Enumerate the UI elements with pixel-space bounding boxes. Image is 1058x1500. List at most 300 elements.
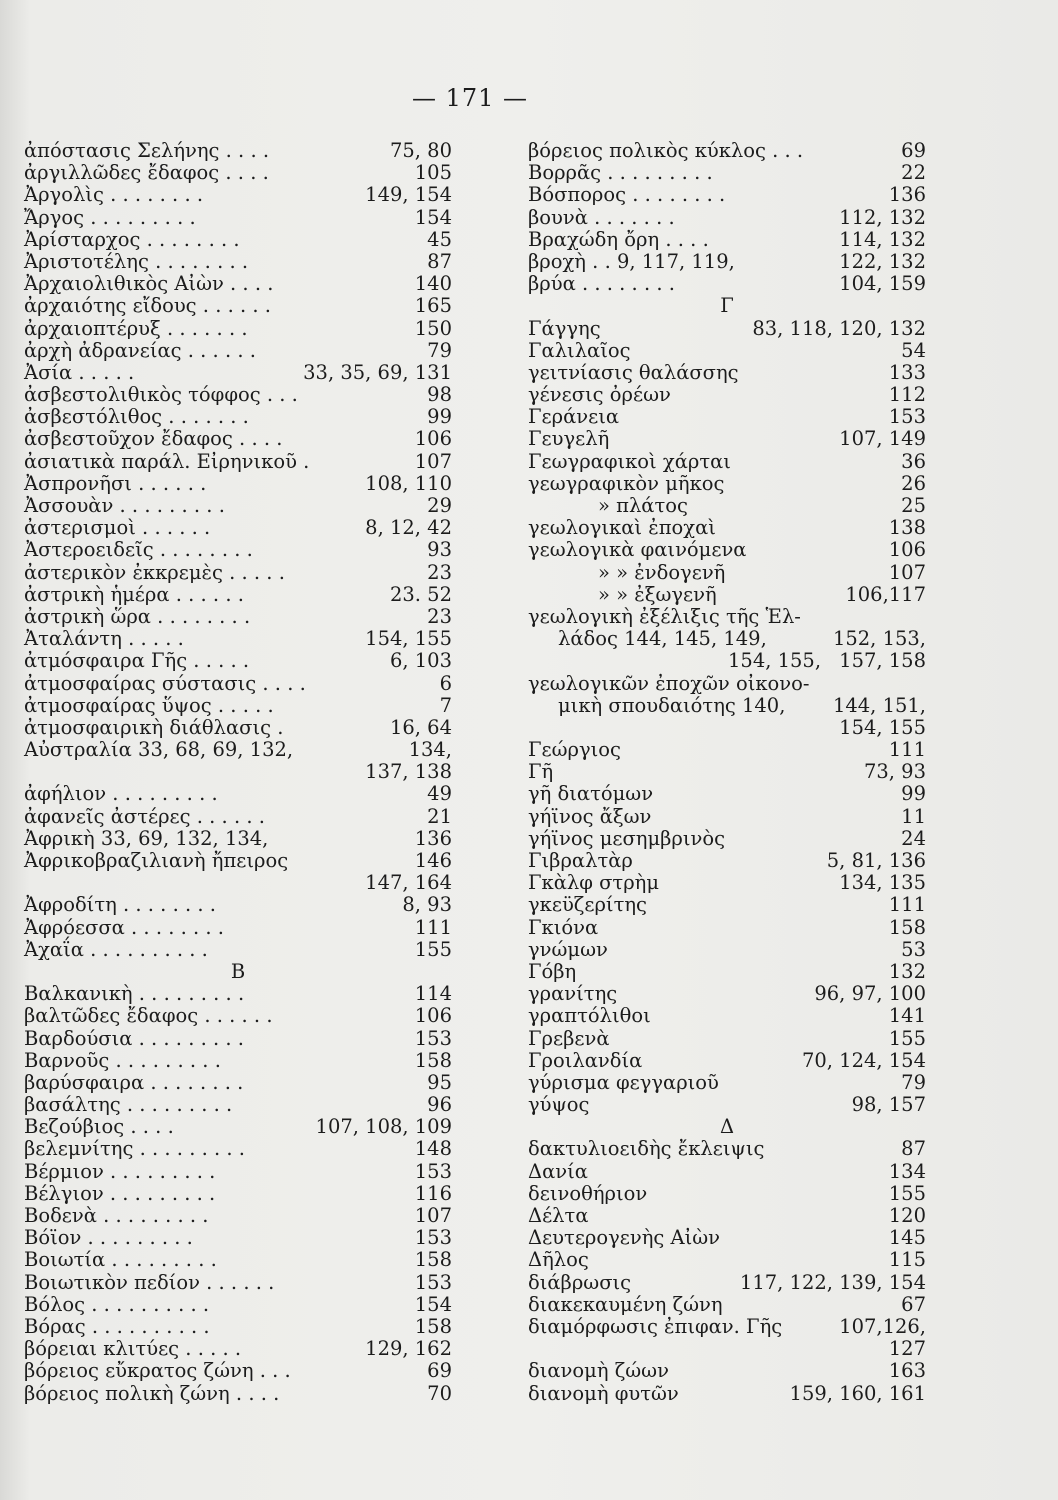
index-term: μικὴ σπουδαιότης 140,	[558, 693, 786, 717]
index-term: ἀστερικὸν ἐκκρεμὲς . . . . .	[24, 560, 285, 584]
index-entry	[528, 1005, 926, 1027]
index-term: » » ἐξωγενῆ	[598, 582, 717, 606]
index-entry	[528, 318, 926, 340]
index-term: Ἀφρικοβραζιλιανὴ ἤπειρος	[24, 849, 289, 872]
index-entry	[24, 894, 452, 916]
index-term: Βοιωτικὸν πεδίον . . . . . .	[24, 1270, 275, 1294]
index-entry	[528, 739, 926, 761]
index-page-refs: 141	[888, 1004, 926, 1028]
index-term: ἀργιλλῶδες ἔδαφος . . . .	[24, 161, 269, 185]
index-entry	[528, 1383, 926, 1405]
index-page-refs: 159, 160, 161	[789, 1381, 926, 1405]
index-page-refs: 67	[901, 1292, 926, 1316]
index-page-refs: 158	[888, 915, 926, 939]
index-page-refs: 23	[427, 560, 452, 584]
index-term: Γάγγης	[528, 316, 601, 340]
index-page-refs: 8, 93	[402, 893, 452, 917]
index-entry	[24, 162, 452, 184]
index-page-refs: 95	[427, 1070, 452, 1094]
index-page-refs: 53	[901, 937, 926, 961]
index-page-refs: 107	[414, 1204, 452, 1227]
index-entry	[528, 1338, 926, 1360]
index-entry	[24, 1050, 452, 1072]
index-entry	[528, 1360, 926, 1382]
index-entry	[528, 562, 926, 584]
index-term: Βόρας . . . . . . . . . .	[24, 1314, 210, 1338]
index-page-refs: 155	[888, 1026, 926, 1050]
index-term: γνώμων	[528, 937, 608, 961]
index-page-refs: 23. 52	[389, 582, 452, 606]
index-entry	[24, 1338, 452, 1360]
index-page-refs: 111	[888, 893, 926, 917]
index-term: βουνὰ . . . . . . .	[528, 205, 675, 229]
index-entry	[24, 1161, 452, 1183]
index-entry	[24, 1116, 452, 1138]
index-page-refs: 99	[901, 782, 926, 806]
index-entry	[24, 739, 452, 761]
letter-heading-text: Γ	[720, 294, 734, 318]
index-entry	[528, 1183, 926, 1205]
index-entry	[24, 207, 452, 229]
index-term: Βραχώδη ὄρη . . . .	[528, 227, 709, 251]
index-page-refs: 114, 132	[839, 227, 926, 251]
index-page-refs: 107	[888, 560, 926, 584]
index-page-refs: 153	[414, 1026, 452, 1050]
index-page-refs: 96, 97, 100	[814, 982, 926, 1006]
index-term: διανομὴ ζώων	[528, 1359, 669, 1383]
index-page-refs: 24	[901, 826, 926, 850]
index-term: ἀστρικὴ ὥρα . . . . . . . .	[24, 604, 251, 628]
index-entry	[24, 1272, 452, 1294]
index-page-refs: 45	[427, 227, 452, 251]
index-term: βαλτῶδες ἔδαφος . . . . . .	[24, 1004, 273, 1028]
index-term: Βοιωτία . . . . . . . . .	[24, 1248, 217, 1272]
index-entry	[24, 872, 452, 894]
index-page-refs: 117, 122, 139, 154	[739, 1270, 926, 1294]
index-page-refs: 108, 110	[365, 471, 452, 495]
index-entry	[24, 1028, 452, 1050]
index-page-refs: 107	[414, 449, 452, 473]
index-term: διανομὴ φυτῶν	[528, 1381, 679, 1405]
index-term: βελεμνίτης . . . . . . . . .	[24, 1137, 245, 1161]
index-term: Γροιλανδία	[528, 1048, 643, 1072]
index-term: γρανίτης	[528, 982, 618, 1006]
index-entry	[24, 251, 452, 273]
index-term: Βαρνοῦς . . . . . . . . .	[24, 1048, 221, 1072]
index-page-refs: 106	[414, 1004, 452, 1028]
index-page-refs: 153	[888, 405, 926, 429]
index-entry	[528, 1272, 926, 1294]
index-page-refs: 134, 135	[839, 871, 926, 895]
index-term: Ἀφρόεσσα . . . . . . . .	[24, 915, 225, 939]
index-page-refs: 112	[888, 383, 926, 407]
index-term: διαμόρφωσις ἐπιφαν. Γῆς	[528, 1314, 783, 1338]
index-entry	[24, 140, 452, 162]
index-term: Αὐστραλία 33, 68, 69, 132,	[24, 738, 294, 762]
index-entry	[528, 340, 926, 362]
index-term: βόρειαι κλιτύες . . . . .	[24, 1337, 242, 1361]
index-entry	[528, 229, 926, 251]
index-page-refs: 98, 157	[851, 1093, 926, 1117]
index-entry	[528, 251, 926, 273]
index-page-refs: 98	[427, 383, 452, 407]
index-entry	[528, 695, 926, 717]
index-page-refs: 111	[888, 738, 926, 762]
index-page-refs: 25	[901, 494, 926, 517]
index-page-refs: 87	[901, 1137, 926, 1161]
index-term: Ἀρίσταρχος . . . . . . . .	[24, 227, 240, 251]
index-entry	[528, 184, 926, 206]
index-entry	[528, 628, 926, 650]
index-page-refs: 138	[888, 516, 926, 540]
index-column-right	[528, 140, 926, 1405]
index-page-refs: 129, 162	[365, 1337, 452, 1361]
index-term: βόρειος πολικὴ ζώνη . . . .	[24, 1381, 280, 1405]
index-entry	[528, 428, 926, 450]
index-entry	[528, 162, 926, 184]
index-entry	[528, 1205, 926, 1227]
index-page-refs: 96	[427, 1093, 452, 1117]
index-term: δακτυλιοειδὴς ἔκλειψις	[528, 1137, 765, 1161]
index-page-refs: 106,117	[845, 582, 926, 606]
index-term: Γεωγραφικοὶ χάρται	[528, 449, 731, 473]
index-term: Βόϊον . . . . . . . . .	[24, 1226, 193, 1250]
index-entry	[24, 761, 452, 783]
index-page-refs: 137, 138	[365, 760, 452, 784]
index-page-refs: 149, 154	[365, 183, 452, 207]
index-page-refs: 69	[427, 1359, 452, 1383]
index-page-refs: 105	[414, 161, 452, 185]
index-entry	[24, 539, 452, 561]
index-term: ἀτμοσφαιρικὴ διάθλασις .	[24, 715, 284, 739]
index-entry	[24, 695, 452, 717]
index-entry	[24, 584, 452, 606]
index-entry	[528, 451, 926, 473]
index-page-refs: 104, 159	[839, 272, 926, 296]
index-entry	[24, 340, 452, 362]
index-page-refs: 73, 93	[863, 760, 926, 784]
index-entry	[24, 1383, 452, 1405]
index-entry	[24, 318, 452, 340]
letter-heading	[528, 295, 926, 317]
letter-heading	[24, 961, 452, 983]
index-entry	[528, 362, 926, 384]
index-term: Δέλτα	[528, 1204, 589, 1227]
index-entry	[528, 1138, 926, 1160]
index-page-refs: 79	[901, 1070, 926, 1094]
index-entry	[24, 1094, 452, 1116]
index-entry	[528, 872, 926, 894]
index-entry	[528, 495, 926, 517]
index-page-refs: 153	[414, 1159, 452, 1183]
index-entry	[528, 384, 926, 406]
index-page-refs: 54	[901, 338, 926, 362]
index-term: Ἄργος . . . . . . . . .	[24, 205, 196, 229]
index-term: Γόβη	[528, 959, 577, 983]
index-page-refs: 154	[414, 1292, 452, 1316]
index-term: Γεράνεια	[528, 405, 620, 429]
index-term: Ἀστεροειδεῖς . . . . . . . .	[24, 538, 253, 562]
index-entry	[24, 295, 452, 317]
index-term: Βεζούβιος . . . .	[24, 1115, 174, 1139]
index-entry	[24, 939, 452, 961]
index-page-refs: 21	[427, 804, 452, 828]
index-page-refs: 146	[414, 849, 452, 872]
page-number: — 171 —	[411, 84, 529, 112]
letter-heading-text: Δ	[719, 1115, 735, 1139]
index-term: διάβρωσις	[528, 1270, 632, 1294]
index-term: Βόσπορος . . . . . . . .	[528, 183, 726, 207]
index-term: Ἀσσουὰν . . . . . . . . .	[24, 494, 225, 517]
index-term: γῆ διατόμων	[528, 782, 654, 806]
index-entry	[528, 1050, 926, 1072]
index-term: γήϊνος μεσημβρινὸς	[528, 826, 726, 850]
index-term: ἀσβεστοῦχον ἔδαφος . . . .	[24, 427, 283, 451]
index-entry	[24, 562, 452, 584]
index-entry	[24, 495, 452, 517]
index-entry	[24, 783, 452, 805]
index-entry	[24, 828, 452, 850]
index-entry	[528, 1161, 926, 1183]
index-entry	[528, 517, 926, 539]
index-entry	[24, 673, 452, 695]
index-term: Ἀρχαιολιθικὸς Αἰὼν . . . .	[24, 272, 274, 296]
index-page-refs: 120	[888, 1204, 926, 1227]
index-page-refs: 148	[414, 1137, 452, 1161]
index-page-refs: 107, 108, 109	[315, 1115, 452, 1139]
index-term: Βαρδούσια . . . . . . . . .	[24, 1026, 244, 1050]
index-term: ἀστρικὴ ἡμέρα . . . . . .	[24, 582, 244, 606]
index-entry	[528, 828, 926, 850]
index-term: Ἀταλάντη . . . . .	[24, 627, 184, 651]
index-page-refs: 163	[888, 1359, 926, 1383]
index-entry	[24, 1227, 452, 1249]
index-term: Γῆ	[528, 760, 554, 784]
index-entry	[528, 1294, 926, 1316]
index-entry	[24, 451, 452, 473]
index-term: λάδος 144, 145, 149,	[558, 627, 767, 651]
index-term: Γευγελῆ	[528, 427, 610, 451]
index-entry	[528, 1028, 926, 1050]
index-entry	[24, 384, 452, 406]
index-entry	[24, 628, 452, 650]
index-page-refs: 69	[901, 139, 926, 162]
index-term: ἀτμοσφαίρας ὕψος . . . . .	[24, 693, 274, 717]
index-page-refs: 33, 35, 69, 131	[303, 360, 452, 384]
index-entry	[528, 140, 926, 162]
index-page-refs: 22	[901, 161, 926, 185]
index-term: ἀστερισμοὶ . . . . . .	[24, 516, 211, 540]
index-term: Δευτερογενὴς Αἰὼν	[528, 1226, 721, 1250]
index-page-refs: 26	[901, 471, 926, 495]
index-page-refs: 70	[427, 1381, 452, 1405]
index-page-refs: 49	[427, 782, 452, 806]
index-page-refs: 150	[414, 316, 452, 340]
index-entry	[24, 229, 452, 251]
index-page-refs: 134	[888, 1159, 926, 1183]
index-term: Ἀσία . . . . .	[24, 360, 135, 384]
index-term: βόρειος εὔκρατος ζώνη . . .	[24, 1359, 291, 1383]
letter-heading	[528, 1116, 926, 1138]
index-term: ἀσβεστολιθικὸς τόφφος . . .	[24, 383, 298, 407]
index-term: Ἀχαΐα . . . . . . . . . .	[24, 937, 208, 961]
index-entry	[528, 606, 926, 628]
index-term: Γκιόνα	[528, 915, 599, 939]
index-entry	[24, 1205, 452, 1227]
index-page-refs: 6, 103	[389, 649, 452, 673]
index-column-left	[24, 140, 452, 1405]
index-term: βαρύσφαιρα . . . . . . . .	[24, 1070, 244, 1094]
index-page-refs: 7	[439, 693, 452, 717]
index-page-refs: 5, 81, 136	[826, 849, 926, 872]
index-entry	[24, 650, 452, 672]
index-page-refs: 140	[414, 272, 452, 296]
index-entry	[24, 1294, 452, 1316]
index-term: Ἀργολὶς . . . . . . . .	[24, 183, 204, 207]
index-page-refs: 144, 151,	[832, 693, 926, 717]
index-term: βροχὴ . . 9, 117, 119,	[528, 249, 735, 273]
index-entry	[528, 761, 926, 783]
index-page-refs: 145	[888, 1226, 926, 1250]
index-term: Γεώργιος	[528, 738, 621, 762]
index-page-refs: 154	[414, 205, 452, 229]
index-entry	[528, 406, 926, 428]
index-term: ἀσβεστόλιθος . . . . . . .	[24, 405, 249, 429]
letter-heading-text: Β	[230, 959, 246, 983]
index-entry	[24, 1183, 452, 1205]
index-page-refs: 11	[901, 804, 926, 828]
index-page-refs: 134,	[408, 738, 452, 762]
index-page-refs: 99	[427, 405, 452, 429]
index-entry	[528, 850, 926, 872]
index-term: ἀσιατικὰ παράλ. Εἰρηνικοῦ .	[24, 449, 310, 473]
index-term: γεωλογικῶν ἐποχῶν οἰκονο-	[528, 671, 810, 695]
index-term: Ἀφροδίτη . . . . . . . .	[24, 893, 216, 917]
index-term: γεωλογικαὶ ἐποχαὶ	[528, 516, 716, 540]
index-entry	[24, 428, 452, 450]
index-entry	[528, 783, 926, 805]
index-entry	[528, 983, 926, 1005]
index-entry	[24, 606, 452, 628]
index-term: ἀρχαιότης εἴδους . . . . . .	[24, 294, 271, 318]
index-entry	[528, 207, 926, 229]
index-term: γύρισμα φεγγαριοῦ	[528, 1070, 719, 1094]
index-term: δεινοθήριον	[528, 1181, 648, 1205]
index-term: βασάλτης . . . . . . . . .	[24, 1093, 233, 1117]
index-page-refs: 152, 153,	[832, 627, 926, 651]
index-entry	[24, 806, 452, 828]
index-entry	[24, 517, 452, 539]
index-page-refs: 79	[427, 338, 452, 362]
index-page-refs: 16, 64	[389, 715, 452, 739]
index-term: Βορρᾶς . . . . . . . . .	[528, 161, 713, 185]
index-page-refs: 154, 155	[839, 715, 926, 739]
index-term: Βόλος . . . . . . . . . .	[24, 1292, 210, 1316]
index-page-refs: 23	[427, 604, 452, 628]
index-entry	[528, 894, 926, 916]
index-entry	[528, 717, 926, 739]
index-term: ἀφήλιον . . . . . . . . .	[24, 782, 218, 806]
index-page-refs: 83, 118, 120, 132	[752, 316, 926, 340]
index-page-refs: 132	[888, 959, 926, 983]
index-entry	[24, 850, 452, 872]
index-entry	[528, 1316, 926, 1338]
index-entry	[528, 939, 926, 961]
index-page-refs: 158	[414, 1314, 452, 1338]
index-term: γκεϋζερίτης	[528, 893, 647, 917]
index-page-refs: 107,126,	[839, 1314, 926, 1338]
index-page-refs: 133	[888, 360, 926, 384]
index-page-refs: 75, 80	[389, 139, 452, 162]
index-entry	[24, 1360, 452, 1382]
index-page-refs: 70, 124, 154	[801, 1048, 926, 1072]
index-page-refs: 158	[414, 1048, 452, 1072]
index-entry	[528, 1072, 926, 1094]
index-term: διακεκαυμένη ζώνη	[528, 1292, 723, 1316]
index-entry	[24, 717, 452, 739]
index-page-refs: 87	[427, 249, 452, 273]
index-entry	[528, 961, 926, 983]
index-page-refs: 165	[414, 294, 452, 318]
index-term: γήϊνος ἄξων	[528, 804, 652, 828]
index-page-refs: 153	[414, 1270, 452, 1294]
index-term: 154, 155,	[728, 649, 822, 673]
index-page-refs: 155	[414, 937, 452, 961]
index-entry	[24, 184, 452, 206]
index-page-refs: 93	[427, 538, 452, 562]
index-page-refs: 114	[414, 982, 452, 1006]
index-page-refs: 153	[414, 1226, 452, 1250]
index-entry	[24, 362, 452, 384]
index-term: Γρεβενὰ	[528, 1026, 610, 1050]
index-entry	[528, 806, 926, 828]
index-term: γεωγραφικὸν μῆκος	[528, 471, 725, 495]
index-page-refs: 29	[427, 494, 452, 517]
index-entry	[24, 1072, 452, 1094]
index-term: Βαλκανικὴ . . . . . . . . .	[24, 982, 245, 1006]
index-entry	[528, 1249, 926, 1271]
index-term: Ἀριστοτέλης . . . . . . . .	[24, 249, 249, 273]
index-entry	[528, 273, 926, 295]
index-term: ἀτμοσφαίρας σύστασις . . . .	[24, 671, 306, 695]
index-entry	[24, 273, 452, 295]
index-entry	[528, 1094, 926, 1116]
index-entry	[24, 1138, 452, 1160]
index-entry	[24, 406, 452, 428]
index-term: Βέλγιον . . . . . . . . .	[24, 1181, 216, 1205]
index-term: » » ἐνδογενῆ	[598, 560, 726, 584]
index-term: ἀπόστασις Σελήνης . . . .	[24, 139, 270, 162]
index-term: Γαλιλαῖος	[528, 338, 631, 362]
index-term: ἀρχαιοπτέρυξ . . . . . . .	[24, 316, 248, 340]
index-term: γύψος	[528, 1093, 590, 1117]
index-entry	[24, 983, 452, 1005]
index-page-refs: 154, 155	[365, 627, 452, 651]
index-term: ἀφανεῖς ἀστέρες . . . . . .	[24, 804, 265, 828]
index-entry	[528, 650, 926, 672]
index-page-refs: 136	[414, 826, 452, 850]
index-term: ἀτμόσφαιρα Γῆς . . . . .	[24, 649, 250, 673]
index-term: Ἀσπρονῆσι . . . . . .	[24, 471, 207, 495]
index-page-refs: 115	[888, 1248, 926, 1272]
index-page-refs: 122, 132	[839, 249, 926, 273]
index-entry	[528, 673, 926, 695]
index-page-refs: 158	[414, 1248, 452, 1272]
index-page-refs: 155	[888, 1181, 926, 1205]
index-page-refs: 36	[901, 449, 926, 473]
index-term: Γιβραλτὰρ	[528, 849, 633, 872]
index-term: γραπτόλιθοι	[528, 1004, 651, 1028]
